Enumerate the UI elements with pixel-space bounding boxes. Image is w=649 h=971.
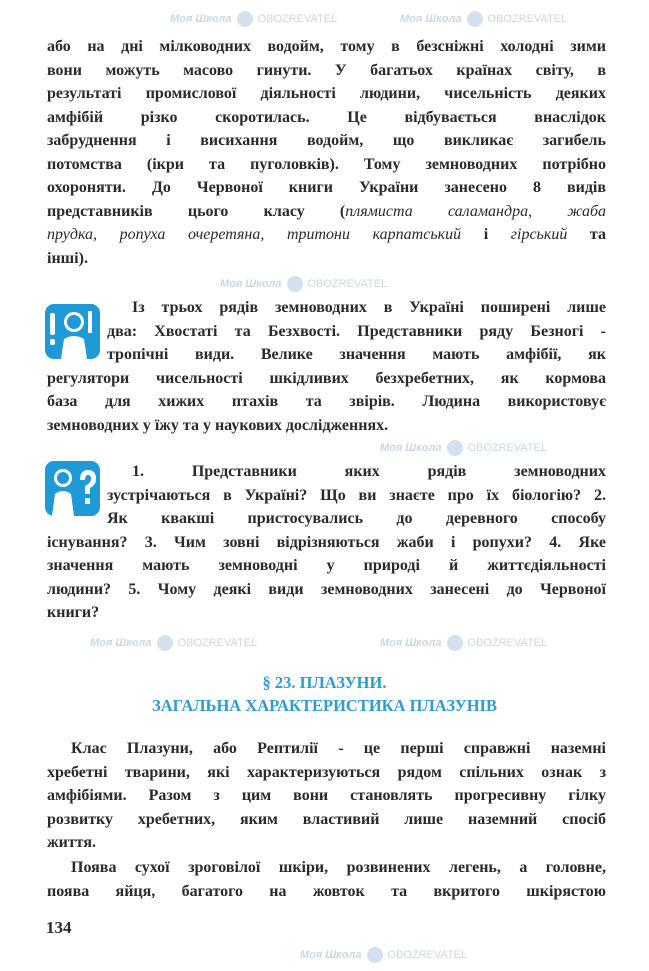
watermark-school-text: Моя Школа [380, 637, 442, 649]
text-segment: вони можуть масово гинути. У багатьох країнах світу, в [47, 61, 606, 79]
text-segment: людини? 5. Чому деякі види земноводних занесені до Червоної [47, 580, 606, 598]
watermark [400, 10, 567, 28]
text-segment: представників цього класу ( [47, 202, 346, 220]
text-segment: Поява сухої зроговілої шкіри, розвинених легень, а головне, [71, 859, 606, 876]
italic-species-name: гірський [510, 226, 568, 243]
text-line [47, 82, 606, 106]
text-line [47, 808, 606, 832]
text-segment: хребетні тварини, які характеризуються рядом спільних ознак з [47, 763, 606, 781]
text-segment: 1. Представники яких рядів земноводних [132, 463, 606, 480]
text-segment: поява яйця, багатого на жовток та вкритого шкірястою [47, 882, 606, 900]
watermark-logo-icon [467, 11, 483, 27]
text-line [47, 390, 606, 414]
text-segment: база для хижих птахів та звірів. Людина використовує [47, 393, 606, 410]
text-segment: Із трьох рядів земноводних в Україні поширені лише [132, 299, 606, 316]
watermark-school-text: Моя Школа [170, 13, 232, 25]
text-line [47, 59, 606, 83]
paragraph-reptiles-features [47, 856, 606, 903]
text-segment: книги? [47, 604, 100, 621]
watermark-logo-icon [447, 440, 463, 456]
watermark-brand-text: OBOZREVATEL [467, 442, 548, 454]
italic-species-name: плямиста саламандра, жаба [345, 202, 606, 220]
text-segment: амфібій різко скоротилась. Це відбувається внаслідок [47, 108, 606, 126]
text-segment: охороняти. До Червоної книги України занесено 8 видів [47, 179, 606, 196]
watermark-school-text: Моя Школа [400, 13, 462, 25]
watermark-brand-text: OBOZREVATEL [487, 13, 568, 25]
text-segment: два: Хвостаті та Безхвості. Представники ряду Безногі - [107, 322, 606, 340]
text-line [47, 601, 606, 625]
text-line [47, 343, 606, 367]
text-line [47, 153, 606, 177]
text-segment: забруднення і висихання водойм, що викликає загибель [47, 132, 606, 149]
watermark [170, 10, 337, 28]
text-line [47, 247, 606, 271]
text-line [47, 367, 606, 391]
section-subtitle: ЗАГАЛЬНА ХАРАКТЕРИСТИКА ПЛАЗУНІВ [152, 696, 497, 715]
watermark-school-text: Моя Школа [300, 949, 362, 961]
text-line [47, 831, 606, 855]
text-segment: тропічні види. Велике значення мають амфібії, як [107, 346, 606, 363]
italic-species-name: прудка, ропуха очеретяна, тритони карпатський [47, 226, 462, 243]
text-line [47, 578, 606, 602]
paragraph-reptiles-intro [47, 737, 606, 855]
text-segment: потомства (ікри та пуголовків). Тому земноводних потрібно [47, 155, 606, 173]
text-line [47, 200, 606, 224]
text-segment: існування? 3. Чим зовні відрізняються жаби і ропухи? 4. Яке [47, 533, 606, 551]
text-line [47, 761, 606, 785]
text-line [47, 129, 606, 153]
watermark-brand-text: OBOZREVATEL [307, 278, 388, 290]
watermark [220, 275, 387, 293]
text-line [47, 784, 606, 808]
watermark-brand-text: OBOZREVATEL [467, 637, 548, 649]
watermark-brand-text: OBOZREVATEL [387, 949, 468, 961]
text-segment: результаті промислової діяльності людини, чисельність деяких [47, 85, 606, 102]
text-segment: і [461, 226, 511, 243]
watermark-logo-icon [157, 635, 173, 651]
text-segment: амфібіями. Разом з цим вони становлять прогресивну гілку [47, 787, 606, 804]
text-segment: або на дні мілководних водойм, тому в безсніжні холодні зими [47, 38, 606, 55]
section-title: § 23. ПЛАЗУНИ. [262, 673, 387, 692]
text-segment: Як квакші пристосувались до деревного способу [107, 510, 606, 527]
page-number: 134 [46, 918, 72, 937]
watermark [380, 439, 547, 457]
text-segment: та [567, 226, 606, 243]
text-line [47, 176, 606, 200]
text-segment: розвитку хребетних, яким властивий лише наземний спосіб [47, 810, 606, 828]
text-segment: інші). [47, 249, 88, 267]
summary-box-text [47, 296, 606, 437]
watermark [90, 634, 257, 652]
text-line [47, 223, 606, 247]
text-segment: зустрічаються в Україні? Що ви знаєте про їх біологію? 2. [107, 486, 606, 504]
text-line [47, 531, 606, 555]
text-line [47, 414, 606, 438]
text-line [47, 737, 606, 761]
text-line [47, 507, 606, 531]
watermark-school-text: Моя Школа [90, 637, 152, 649]
text-line [47, 880, 606, 904]
watermark-brand-text: OBOZREVATEL [257, 13, 338, 25]
text-line [47, 460, 606, 484]
text-line [47, 35, 606, 59]
watermark-school-text: Моя Школа [380, 442, 442, 454]
text-line [47, 296, 606, 320]
watermark-logo-icon [237, 11, 253, 27]
text-line [47, 106, 606, 130]
watermark-logo-icon [287, 276, 303, 292]
text-line [47, 320, 606, 344]
watermark [300, 946, 467, 964]
text-segment: регулятори чисельності шкідливих безхребетних, як кормова [47, 369, 606, 387]
text-segment: земноводних у їжу та у наукових дослідженнях. [47, 416, 389, 434]
text-segment: Клас Плазуни, або Рептилії - це перші справжні наземні [71, 740, 606, 757]
watermark [380, 634, 547, 652]
text-segment: життя. [47, 834, 96, 851]
text-line [47, 554, 606, 578]
questions-box-text [47, 460, 606, 625]
watermark-logo-icon [447, 635, 463, 651]
text-line [47, 856, 606, 880]
text-segment: значення мають земноводні у природі й життєдіяльності [47, 557, 606, 574]
watermark-logo-icon [367, 947, 383, 963]
paragraph-amphibian-protection [47, 35, 606, 270]
watermark-brand-text: OBOZREVATEL [177, 637, 258, 649]
watermark-school-text: Моя Школа [220, 278, 282, 290]
text-line [47, 484, 606, 508]
